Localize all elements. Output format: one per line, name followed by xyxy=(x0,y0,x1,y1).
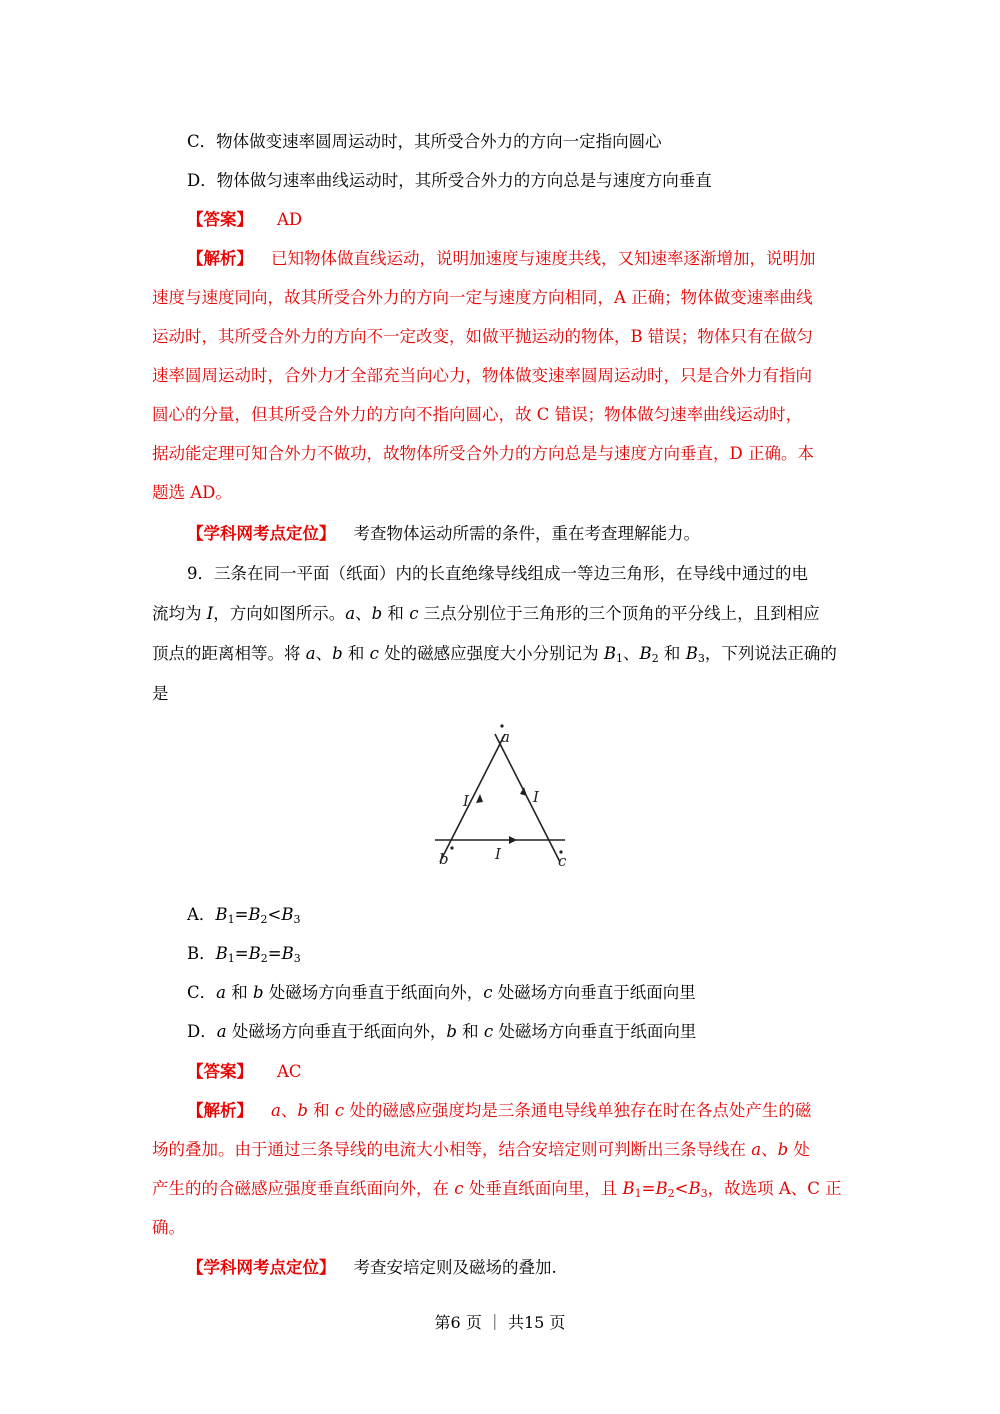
analysis-line-3: 运动时，其所受合外力的方向不一定改变，如做平抛运动的物体，B 错误；物体只有在做匀 xyxy=(152,327,813,346)
triangle-wires-figure xyxy=(425,722,575,872)
q9-line-4: 是 xyxy=(152,684,169,703)
q9-option-a: A．$B_1=B_2<B_3$ xyxy=(187,905,301,926)
q9-line-1 xyxy=(187,563,808,585)
answer-tag: 【答案】 xyxy=(187,1062,253,1081)
label-c: c xyxy=(558,852,567,870)
q9-option-c: C．a 和 b 处磁场方向垂直于纸面向外，c 处磁场方向垂直于纸面向里 xyxy=(187,983,696,1002)
point-tag: 【学科网考点定位】 xyxy=(187,1258,336,1277)
q9-option-d: D．a 处磁场方向垂直于纸面向外，b 和 c 处磁场方向垂直于纸面向里 xyxy=(187,1022,697,1041)
q9-line-3: 顶点的距离相等。将 a、b 和 c 处的磁感应强度大小分别记为 $B_1$、$B_2$ 和 $B_3$，下列说法正确的 xyxy=(152,644,837,665)
analysis-line-2: 速度与速度同向，故其所受合外力的方向一定与速度方向相同，A 正确；物体做变速率曲线 xyxy=(152,288,813,307)
analysis-tag: 【解析】 xyxy=(187,1101,253,1120)
q9-analysis-line-4: 确。 xyxy=(152,1218,185,1237)
option-d: D．物体做匀速率曲线运动时，其所受合外力的方向总是与速度方向垂直 xyxy=(187,171,712,190)
q9-answer-line xyxy=(187,1061,302,1083)
analysis-line-7: 题选 AD。 xyxy=(152,483,232,502)
answer-line xyxy=(187,209,302,231)
question-number: 9． xyxy=(187,564,214,583)
point-b-dot xyxy=(450,846,453,849)
answer-tag: 【答案】 xyxy=(187,210,253,229)
arrow-left xyxy=(476,794,483,803)
label-a: a xyxy=(501,728,510,746)
label-current-bottom: I xyxy=(495,845,501,863)
arrow-right xyxy=(520,787,527,796)
page-footer: 第6 页 ｜ 共15 页 xyxy=(434,1313,566,1332)
point-text: 考查安培定则及磁场的叠加. xyxy=(353,1258,557,1277)
point-text: 考查物体运动所需的条件，重在考查理解能力。 xyxy=(353,524,700,543)
q9-option-b: B．$B_1=B_2=B_3$ xyxy=(187,944,301,965)
option-c: C．物体做变速率圆周运动时，其所受合外力的方向一定指向圆心 xyxy=(187,132,662,151)
label-current-right: I xyxy=(533,788,539,806)
q9-point-line xyxy=(187,1257,557,1279)
arrow-bottom xyxy=(509,836,517,844)
q9-analysis-line-2: 场的叠加。由于通过三条导线的电流大小相等，结合安培定则可判断出三条导线在 a、b 处 xyxy=(152,1140,810,1159)
label-current-left: I xyxy=(463,792,469,810)
analysis-tag: 【解析】 xyxy=(187,249,253,268)
point-tag: 【学科网考点定位】 xyxy=(187,524,336,543)
analysis-line-6: 据动能定理可知合外力不做功，故物体所受合外力的方向总是与速度方向垂直，D 正确。本 xyxy=(152,444,814,463)
analysis-line-5: 圆心的分量，但其所受合外力的方向不指向圆心，故 C 错误；物体做匀速率曲线运动时， xyxy=(152,405,803,424)
wire-right xyxy=(495,734,560,862)
q9-analysis-line-1: 【解析】 a、b 和 c 处的磁感应强度均是三条通电导线单独存在时在各点处产生的磁 xyxy=(187,1101,812,1120)
q9-line-2: 流均为 I，方向如图所示。a、b 和 c 三点分别位于三角形的三个顶角的平分线上，且到相应 xyxy=(152,604,820,623)
answer-value: AD xyxy=(277,210,303,229)
q9-analysis-line-3: 产生的的合磁感应强度垂直纸面向外，在 c 处垂直纸面向里，且 $B_1=B_2<B_3$，故选项 A、C 正 xyxy=(152,1179,842,1200)
answer-value: AC xyxy=(277,1062,302,1081)
analysis-line-1 xyxy=(187,248,816,270)
q9-text: 三条在同一平面（纸面）内的长直绝缘导线组成一等边三角形，在导线中通过的电 xyxy=(214,564,808,583)
point-line xyxy=(187,523,700,545)
analysis-line-4: 速率圆周运动时，合外力才全部充当向心力，物体做变速率圆周运动时，只是合外力有指向 xyxy=(152,366,812,385)
wire-left xyxy=(440,734,505,862)
analysis-text: 已知物体做直线运动，说明加速度与速度共线，又知速率逐渐增加，说明加 xyxy=(271,249,816,268)
label-b: b xyxy=(439,850,449,868)
